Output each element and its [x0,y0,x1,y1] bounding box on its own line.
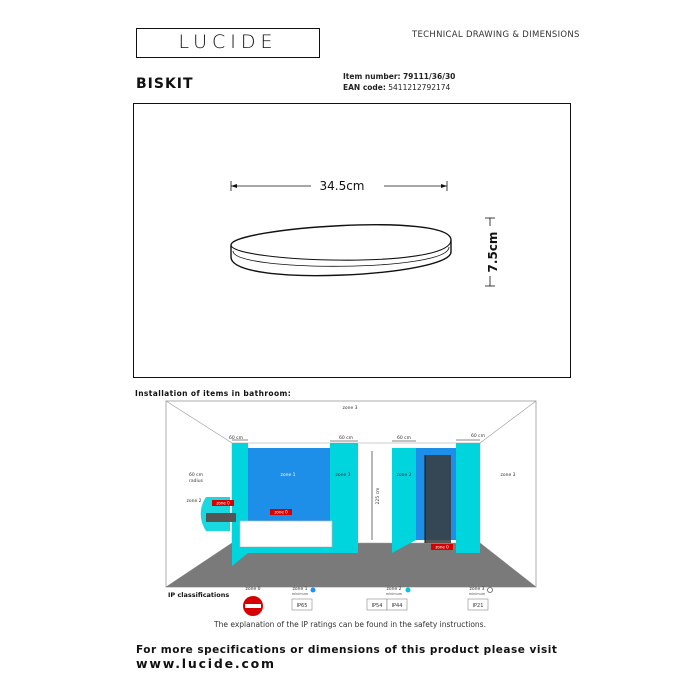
ip-classifications-title: IP classifications [168,591,230,599]
ip54-label: IP54 [371,603,383,609]
ip-zone1-label: zone 1 [292,587,308,592]
zone3-right-label: zone 3 [500,473,516,478]
footer-website-link[interactable]: www.lucide.com [136,656,276,671]
zone0-label-c: zone 0 [435,544,449,550]
zone2-left-label: zone 2 [186,499,202,504]
measure-60-right: 60 cm [470,434,486,439]
ip-zone0-label: zone 0 [245,587,261,592]
measure-60-left: 60 cm [228,436,244,441]
zone3-top-label: zone 3 [342,406,358,411]
ean-label: EAN code: [343,83,386,92]
ip-zone2-label: zone 2 [386,587,402,592]
ip44-label: IP44 [391,603,403,609]
ip-zone3-sub: minimum [468,592,486,596]
logo-text: LUCIDE [178,31,278,53]
measure-60-mid2: 60 cm [396,436,412,441]
document-title: TECHNICAL DRAWING & DIMENSIONS [412,30,580,40]
ean-value: 5411212792174 [388,83,451,92]
measure-radius-value: 60 cm [188,473,204,478]
ip-zone1-sub: minimum [291,592,309,596]
zone2-mid-label: zone 2 [396,473,412,478]
ip-explanation-note: The explanation of the IP ratings can be found in the safety instructions. [214,620,486,629]
product-name: BISKIT [136,76,194,92]
ip-zone3-label: zone 3 [469,587,485,592]
width-label: 34.5cm [319,179,365,193]
measure-60-mid1: 60 cm [338,436,354,441]
no-entry-bar [245,604,261,608]
zone3-left-label: zone 3 [335,473,351,478]
item-number-label: Item number: [343,72,401,81]
zone3-dot-icon [488,588,493,593]
item-number-value: 79111/36/30 [402,72,456,81]
measure-radius-label: radius [189,479,203,484]
measure-height-225: 225 cm [376,487,381,505]
zone1-dot-icon [311,588,316,593]
zone1-label: zone 1 [280,473,296,478]
bathroom-section-title: Installation of items in bathroom: [135,389,292,398]
zone2-dot-icon [406,588,411,593]
ip-zone2-sub: minimum [385,592,403,596]
height-label: 7.5cm [486,231,500,273]
zone0-label-a: zone 0 [216,500,230,506]
footer-text: For more specifications or dimensions of this product please visit [136,644,558,656]
ip21-label: IP21 [472,603,484,609]
ip65-label: IP65 [296,603,308,609]
zone0-label-b: zone 0 [274,509,288,515]
